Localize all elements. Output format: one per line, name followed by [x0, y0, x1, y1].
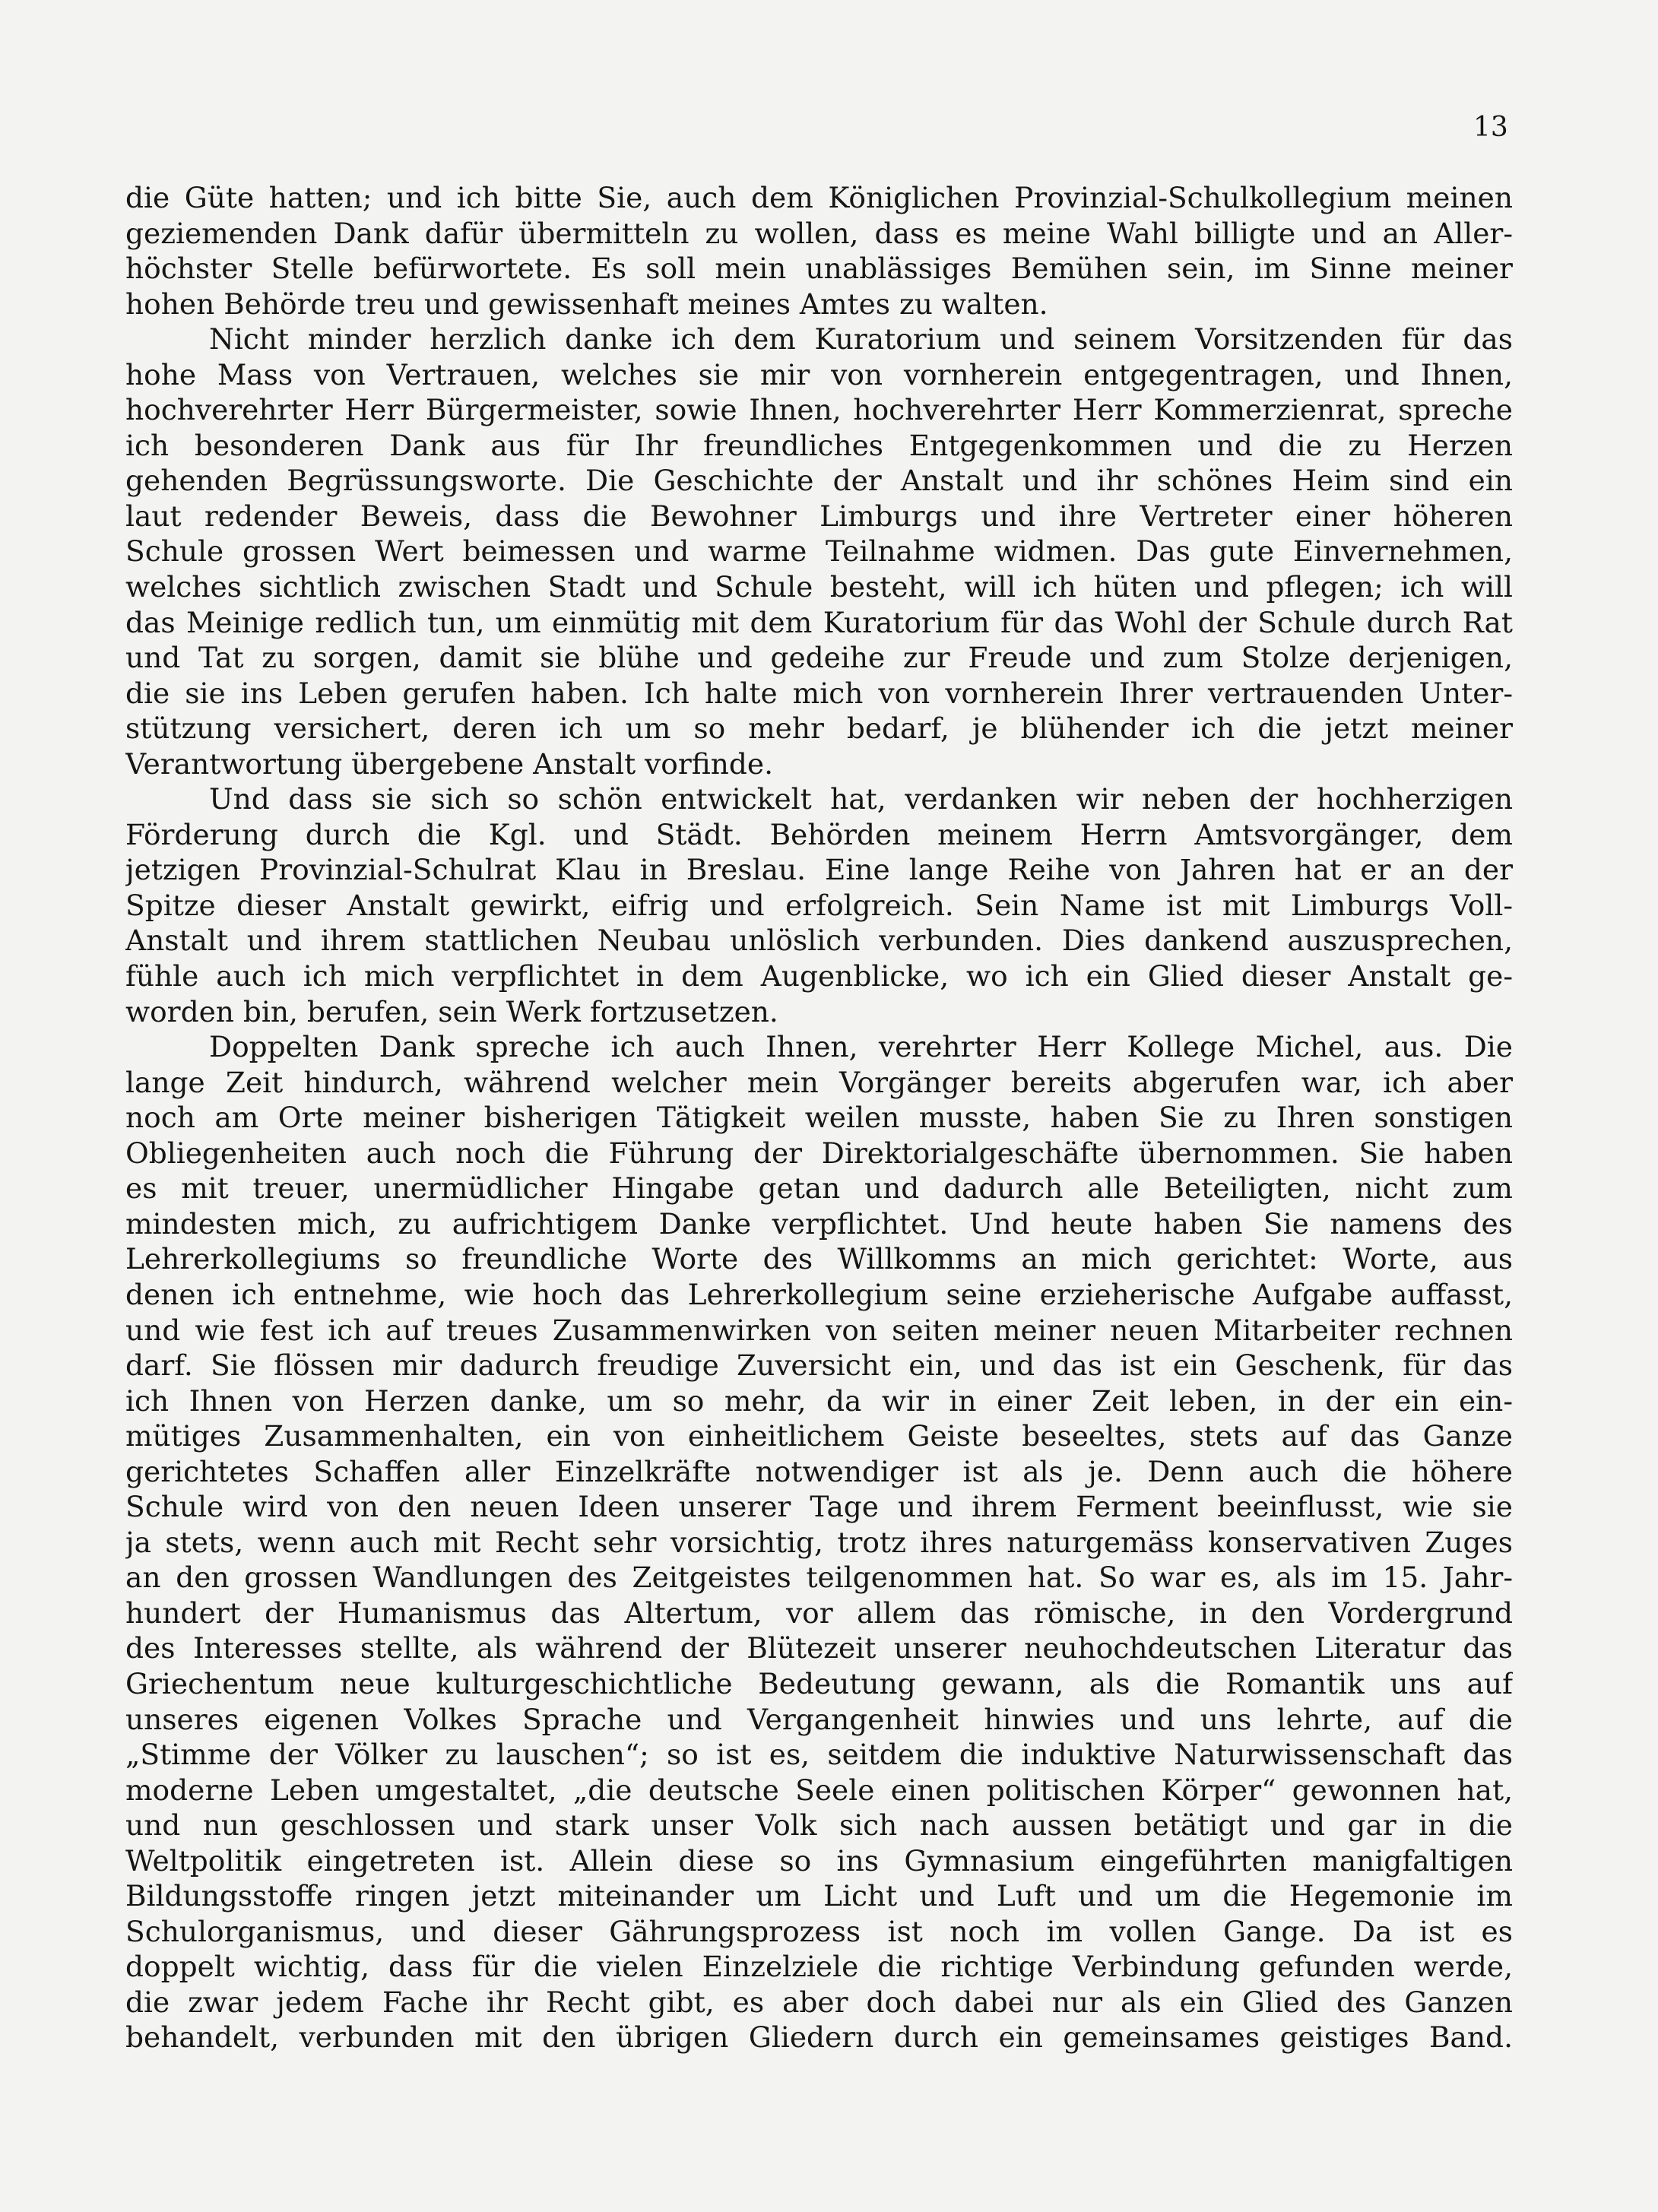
text-line: Verantwortung übergebene Anstalt vorfinde. [125, 746, 774, 781]
text-line: behandelt, verbunden mit den übrigen Gliedern durch ein gemeinsames geistiges Band. [125, 2020, 1513, 2055]
text-line: Nicht minder herzlich danke ich dem Kuratorium und seinem Vorsitzenden für das [209, 322, 1513, 357]
text-line: noch am Orte meiner bisherigen Tätigkeit weilen musste, haben Sie zu Ihren sonstigen [125, 1101, 1513, 1135]
text-line: Und dass sie sich so schön entwickelt hat, verdanken wir neben der hochherzigen [209, 782, 1513, 816]
text-line: Lehrerkollegiums so freundliche Worte des Willkomms an mich gerichtet: Worte, aus [125, 1242, 1513, 1276]
text-line: höchster Stelle befürwortete. Es soll mein unablässiges Bemühen sein, im Sinne meiner [125, 252, 1513, 286]
text-line: des Interesses stellte, als während der Blütezeit unserer neuhochdeutschen Literatur das [125, 1631, 1513, 1665]
text-line: ich besonderen Dank aus für Ihr freundliches Entgegenkommen und die zu Herzen [125, 428, 1513, 462]
text-line: laut redender Beweis, dass die Bewohner Limburgs und ihre Vertreter einer höheren [125, 499, 1513, 533]
text-line: die sie ins Leben gerufen haben. Ich halte mich von vornherein Ihrer vertrauenden Unter- [125, 676, 1513, 710]
text-line: und nun geschlossen und stark unser Volk sich nach aussen betätigt und gar in die [125, 1808, 1513, 1843]
text-line: Griechentum neue kulturgeschichtliche Bedeutung gewann, als die Romantik uns auf [125, 1666, 1513, 1700]
text-line: das Meinige redlich tun, um einmütig mit dem Kuratorium für das Wohl der Schule durch Rat [125, 605, 1513, 639]
text-line: die zwar jedem Fache ihr Recht gibt, es aber doch dabei nur als ein Glied des Ganzen [125, 1985, 1513, 2019]
text-line: Spitze dieser Anstalt gewirkt, eifrig und erfolgreich. Sein Name ist mit Limburgs Voll- [125, 888, 1513, 922]
text-line: Förderung durch die Kgl. und Städt. Behörden meinem Herrn Amtsvorgänger, dem [125, 817, 1513, 851]
text-line: Schule wird von den neuen Ideen unserer Tage und ihrem Ferment beeinflusst, wie sie [125, 1490, 1513, 1524]
text-line: Doppelten Dank spreche ich auch Ihnen, verehrter Herr Kollege Michel, aus. Die [209, 1030, 1513, 1064]
text-line: stützung versichert, deren ich um so mehr bedarf, je blühender ich die jetzt meiner [125, 711, 1513, 746]
text-line: doppelt wichtig, dass für die vielen Einzelziele die richtige Verbindung gefunden werde, [125, 1950, 1513, 1984]
text-line: lange Zeit hindurch, während welcher mein Vorgänger bereits abgerufen war, ich aber [125, 1065, 1513, 1099]
text-line: fühle auch ich mich verpflichtet in dem Augenblicke, wo ich ein Glied dieser Anstalt ge- [125, 959, 1513, 993]
text-line: Obliegenheiten auch noch die Führung der Direktorialgeschäfte übernommen. Sie haben [125, 1136, 1513, 1170]
text-line: und Tat zu sorgen, damit sie blühe und gedeihe zur Freude und zum Stolze derjenigen, [125, 641, 1513, 675]
text-line: es mit treuer, unermüdlicher Hingabe getan und dadurch alle Beteiligten, nicht zum [125, 1171, 1513, 1206]
text-line: Schulorganismus, und dieser Gährungsprozess ist noch im vollen Gange. Da ist es [125, 1914, 1513, 1948]
text-line: welches sichtlich zwischen Stadt und Schule besteht, will ich hüten und pflegen; ich will [125, 570, 1513, 604]
text-line: „Stimme der Völker zu lauschen“; so ist es, seitdem die induktive Naturwissenschaft das [125, 1738, 1513, 1772]
text-line: gerichtetes Schaffen aller Einzelkräfte notwendiger ist als je. Denn auch die höhere [125, 1454, 1513, 1488]
text-line: moderne Leben umgestaltet, „die deutsche Seele einen politischen Körper“ gewonnen hat, [125, 1773, 1513, 1807]
text-line: und wie fest ich auf treues Zusammenwirken von seiten meiner neuen Mitarbeiter rechnen [125, 1313, 1513, 1347]
body-text [125, 180, 1513, 2055]
page-number: 13 [1473, 112, 1508, 143]
text-line: mindesten mich, zu aufrichtigem Danke verpflichtet. Und heute haben Sie namens des [125, 1206, 1513, 1241]
text-line: denen ich entnehme, wie hoch das Lehrerkollegium seine erzieherische Aufgabe auffasst, [125, 1277, 1513, 1311]
text-line: worden bin, berufen, sein Werk fortzusetzen. [125, 994, 778, 1028]
text-line: mütiges Zusammenhalten, ein von einheitlichem Geiste beseeltes, stets auf das Ganze [125, 1419, 1513, 1453]
text-line: darf. Sie flössen mir dadurch freudige Zuversicht ein, und das ist ein Geschenk, für das [125, 1348, 1513, 1383]
text-line: unseres eigenen Volkes Sprache und Vergangenheit hinwies und uns lehrte, auf die [125, 1702, 1513, 1736]
text-line: hundert der Humanismus das Altertum, vor allem das römische, in den Vordergrund [125, 1596, 1513, 1630]
text-line: die Güte hatten; und ich bitte Sie, auch dem Königlichen Provinzial-Schulkollegium meinen [125, 181, 1513, 214]
text-line: jetzigen Provinzial-Schulrat Klau in Breslau. Eine lange Reihe von Jahren hat er an der [125, 853, 1513, 887]
text-line: ich Ihnen von Herzen danke, um so mehr, da wir in einer Zeit leben, in der ein ein- [125, 1383, 1513, 1418]
text-line: an den grossen Wandlungen des Zeitgeistes teilgenommen hat. So war es, als im 15. Jahr- [125, 1561, 1513, 1595]
text-line: geziemenden Dank dafür übermitteln zu wollen, dass es meine Wahl billigte und an Aller- [125, 216, 1513, 250]
text-line: hohen Behörde treu und gewissenhaft meines Amtes zu walten. [125, 287, 1048, 321]
text-line: gehenden Begrüssungsworte. Die Geschichte der Anstalt und ihr schönes Heim sind ein [125, 464, 1513, 498]
text-line: Anstalt und ihrem stattlichen Neubau unlöslich verbunden. Dies dankend auszusprechen, [125, 924, 1513, 958]
text-line: Schule grossen Wert beimessen und warme Teilnahme widmen. Das gute Einvernehmen, [125, 534, 1513, 569]
text-line: Weltpolitik eingetreten ist. Allein diese so ins Gymnasium eingeführten manigfaltigen [125, 1843, 1513, 1878]
text-line: ja stets, wenn auch mit Recht sehr vorsichtig, trotz ihres naturgemäss konservativen Zuges [125, 1525, 1513, 1559]
text-line: hohe Mass von Vertrauen, welches sie mir von vornherein entgegentragen, und Ihnen, [125, 357, 1513, 391]
text-line: Bildungsstoffe ringen jetzt miteinander um Licht und Luft und um die Hegemonie im [125, 1879, 1513, 1913]
text-line: hochverehrter Herr Bürgermeister, sowie Ihnen, hochverehrter Herr Kommerzienrat, spreche [125, 393, 1513, 427]
